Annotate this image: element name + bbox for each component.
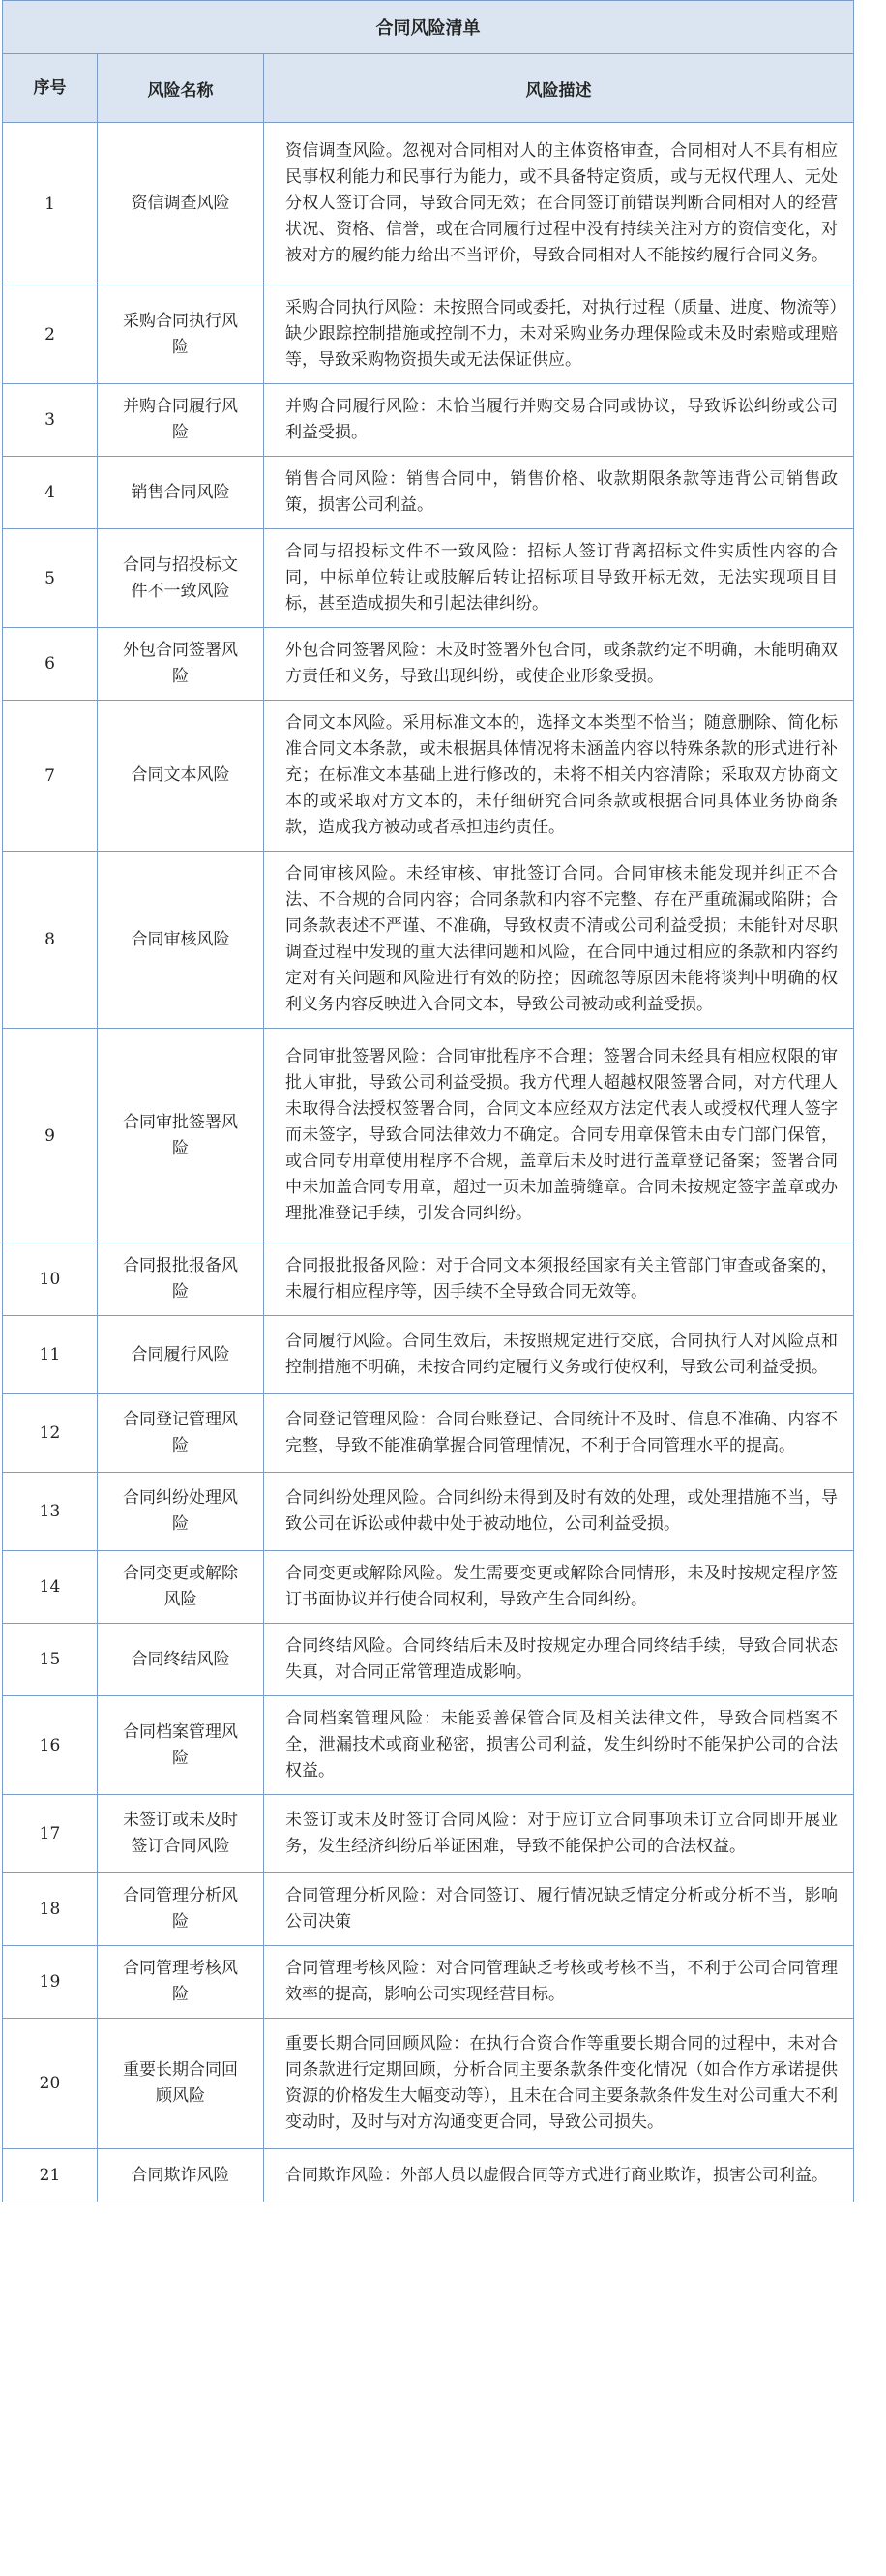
risk-name: 资信调查风险 (98, 123, 264, 285)
row-number: 8 (3, 852, 98, 1029)
row-number: 11 (3, 1316, 98, 1394)
risk-description: 销售合同风险：销售合同中，销售价格、收款期限条款等违背公司销售政策，损害公司利益。 (264, 457, 854, 529)
table-row (3, 1696, 854, 1795)
row-number: 12 (3, 1394, 98, 1473)
table-row (3, 457, 854, 529)
table-row (3, 1316, 854, 1394)
risk-name: 采购合同执行风险 (98, 285, 264, 384)
risk-name: 外包合同签署风险 (98, 628, 264, 701)
row-number: 4 (3, 457, 98, 529)
risk-description: 合同终结风险。合同终结后未及时按规定办理合同终结手续，导致合同状态失真，对合同正常管理造成影响。 (264, 1624, 854, 1696)
risk-name: 合同变更或解除风险 (98, 1551, 264, 1624)
table-row (3, 1394, 854, 1473)
table-title: 合同风险清单 (3, 1, 854, 54)
table-header-row (3, 54, 854, 123)
risk-name: 合同登记管理风险 (98, 1394, 264, 1473)
row-number: 10 (3, 1243, 98, 1316)
risk-description: 资信调查风险。忽视对合同相对人的主体资格审查，合同相对人不具有相应民事权利能力和民事行为能力，或不具备特定资质，或与无权代理人、无处分权人签订合同，导致合同无效；在合同签订前错误判断合同相对人的经营状况、资格、信誉，或在合同履行过程中没有持续关注对方的资信变化，对被对方的履约能力给出不当评价，导致合同相对人不能按约履行合同义务。 (264, 123, 854, 285)
row-number: 18 (3, 1873, 98, 1946)
risk-description: 合同审核风险。未经审核、审批签订合同。合同审核未能发现并纠正不合法、不合规的合同内容；合同条款和内容不完整、存在严重疏漏或陷阱；合同条款表述不严谨、不准确，导致权责不清或公司利益受损；未能针对尽职调查过程中发现的重大法律问题和风险，在合同中通过相应的条款和内容约定对有关问题和风险进行有效的防控；因疏忽等原因未能将谈判中明确的权利义务内容反映进入合同文本，导致公司被动或利益受损。 (264, 852, 854, 1029)
risk-name: 合同纠纷处理风险 (98, 1473, 264, 1551)
risk-description: 合同报批报备风险：对于合同文本须报经国家有关主管部门审查或备案的，未履行相应程序等，因手续不全导致合同无效等。 (264, 1243, 854, 1316)
risk-list-table (2, 0, 854, 2202)
table-row (3, 1551, 854, 1624)
risk-name: 合同审批签署风险 (98, 1029, 264, 1243)
table-row (3, 1243, 854, 1316)
table-row (3, 285, 854, 384)
risk-name: 未签订或未及时签订合同风险 (98, 1795, 264, 1873)
risk-name: 合同文本风险 (98, 701, 264, 852)
risk-name: 合同与招投标文件不一致风险 (98, 529, 264, 628)
risk-description: 外包合同签署风险：未及时签署外包合同，或条款约定不明确，未能明确双方责任和义务，导致出现纠纷，或使企业形象受损。 (264, 628, 854, 701)
table-row (3, 852, 854, 1029)
header-desc: 风险描述 (264, 54, 854, 123)
risk-description: 合同纠纷处理风险。合同纠纷未得到及时有效的处理，或处理措施不当，导致公司在诉讼或仲裁中处于被动地位，公司利益受损。 (264, 1473, 854, 1551)
table-row (3, 123, 854, 285)
table-row (3, 2149, 854, 2202)
risk-name: 销售合同风险 (98, 457, 264, 529)
table-row (3, 1624, 854, 1696)
row-number: 16 (3, 1696, 98, 1795)
table-title-row (3, 1, 854, 54)
risk-description: 合同变更或解除风险。发生需要变更或解除合同情形，未及时按规定程序签订书面协议并行使合同权利，导致产生合同纠纷。 (264, 1551, 854, 1624)
row-number: 3 (3, 384, 98, 457)
risk-description: 合同档案管理风险：未能妥善保管合同及相关法律文件，导致合同档案不全，泄漏技术或商业秘密，损害公司利益，发生纠纷时不能保护公司的合法权益。 (264, 1696, 854, 1795)
row-number: 5 (3, 529, 98, 628)
row-number: 9 (3, 1029, 98, 1243)
risk-name: 合同档案管理风险 (98, 1696, 264, 1795)
table-row (3, 384, 854, 457)
table-row (3, 628, 854, 701)
risk-name: 合同管理分析风险 (98, 1873, 264, 1946)
risk-description: 合同履行风险。合同生效后，未按照规定进行交底，合同执行人对风险点和控制措施不明确，未按合同约定履行义务或行使权利，导致公司利益受损。 (264, 1316, 854, 1394)
table-row (3, 1873, 854, 1946)
table-row (3, 1473, 854, 1551)
risk-name: 合同欺诈风险 (98, 2149, 264, 2202)
row-number: 14 (3, 1551, 98, 1624)
risk-name: 合同管理考核风险 (98, 1946, 264, 2019)
row-number: 21 (3, 2149, 98, 2202)
row-number: 17 (3, 1795, 98, 1873)
table-row (3, 701, 854, 852)
risk-name: 并购合同履行风险 (98, 384, 264, 457)
table-row (3, 1946, 854, 2019)
risk-name: 合同履行风险 (98, 1316, 264, 1394)
risk-name: 合同终结风险 (98, 1624, 264, 1696)
risk-description: 未签订或未及时签订合同风险：对于应订立合同事项未订立合同即开展业务，发生经济纠纷后举证困难，导致不能保护公司的合法权益。 (264, 1795, 854, 1873)
row-number: 7 (3, 701, 98, 852)
risk-description: 采购合同执行风险：未按照合同或委托，对执行过程（质量、进度、物流等）缺少跟踪控制措施或控制不力，未对采购业务办理保险或未及时索赔或理赔等，导致采购物资损失或无法保证供应。 (264, 285, 854, 384)
row-number: 19 (3, 1946, 98, 2019)
row-number: 1 (3, 123, 98, 285)
header-no: 序号 (3, 54, 98, 123)
risk-description: 合同文本风险。采用标准文本的，选择文本类型不恰当；随意删除、简化标准合同文本条款，或未根据具体情况将未涵盖内容以特殊条款的形式进行补充；在标准文本基础上进行修改的，未将不相关内容清除；采取双方协商文本的或采取对方文本的，未仔细研究合同条款或根据合同具体业务协商条款，造成我方被动或者承担违约责任。 (264, 701, 854, 852)
risk-description: 重要长期合同回顾风险：在执行合资合作等重要长期合同的过程中，未对合同条款进行定期回顾，分析合同主要条款条件变化情况（如合作方承诺提供资源的价格发生大幅变动等），且未在合同主要条款条件发生对公司重大不利变动时，及时与对方沟通变更合同，导致公司损失。 (264, 2019, 854, 2149)
risk-description: 合同管理考核风险：对合同管理缺乏考核或考核不当，不利于公司合同管理效率的提高，影响公司实现经营目标。 (264, 1946, 854, 2019)
row-number: 15 (3, 1624, 98, 1696)
risk-description: 合同与招投标文件不一致风险：招标人签订背离招标文件实质性内容的合同，中标单位转让或肢解后转让招标项目导致开标无效，无法实现项目目标，甚至造成损失和引起法律纠纷。 (264, 529, 854, 628)
table-row (3, 1795, 854, 1873)
table-row (3, 2019, 854, 2149)
risk-description: 合同登记管理风险：合同台账登记、合同统计不及时、信息不准确、内容不完整，导致不能准确掌握合同管理情况，不利于合同管理水平的提高。 (264, 1394, 854, 1473)
risk-name: 合同审核风险 (98, 852, 264, 1029)
risk-description: 合同管理分析风险：对合同签订、履行情况缺乏情定分析或分析不当，影响公司决策 (264, 1873, 854, 1946)
table-body (3, 123, 854, 2202)
risk-description: 合同欺诈风险：外部人员以虚假合同等方式进行商业欺诈，损害公司利益。 (264, 2149, 854, 2202)
row-number: 6 (3, 628, 98, 701)
row-number: 13 (3, 1473, 98, 1551)
row-number: 20 (3, 2019, 98, 2149)
risk-name: 合同报批报备风险 (98, 1243, 264, 1316)
table-row (3, 1029, 854, 1243)
risk-description: 合同审批签署风险：合同审批程序不合理；签署合同未经具有相应权限的审批人审批，导致公司利益受损。我方代理人超越权限签署合同，对方代理人未取得合法授权签署合同，合同文本应经双方法定代表人或授权代理人签字而未签字，导致合同法律效力不确定。合同专用章保管未由专门部门保管，或合同专用章使用程序不合规，盖章后未及时进行盖章登记备案；签署合同中未加盖合同专用章，超过一页未加盖骑缝章。合同未按规定签字盖章或办理批准登记手续，引发合同纠纷。 (264, 1029, 854, 1243)
table-row (3, 529, 854, 628)
risk-description: 并购合同履行风险：未恰当履行并购交易合同或协议，导致诉讼纠纷或公司利益受损。 (264, 384, 854, 457)
risk-name: 重要长期合同回顾风险 (98, 2019, 264, 2149)
row-number: 2 (3, 285, 98, 384)
header-name: 风险名称 (98, 54, 264, 123)
